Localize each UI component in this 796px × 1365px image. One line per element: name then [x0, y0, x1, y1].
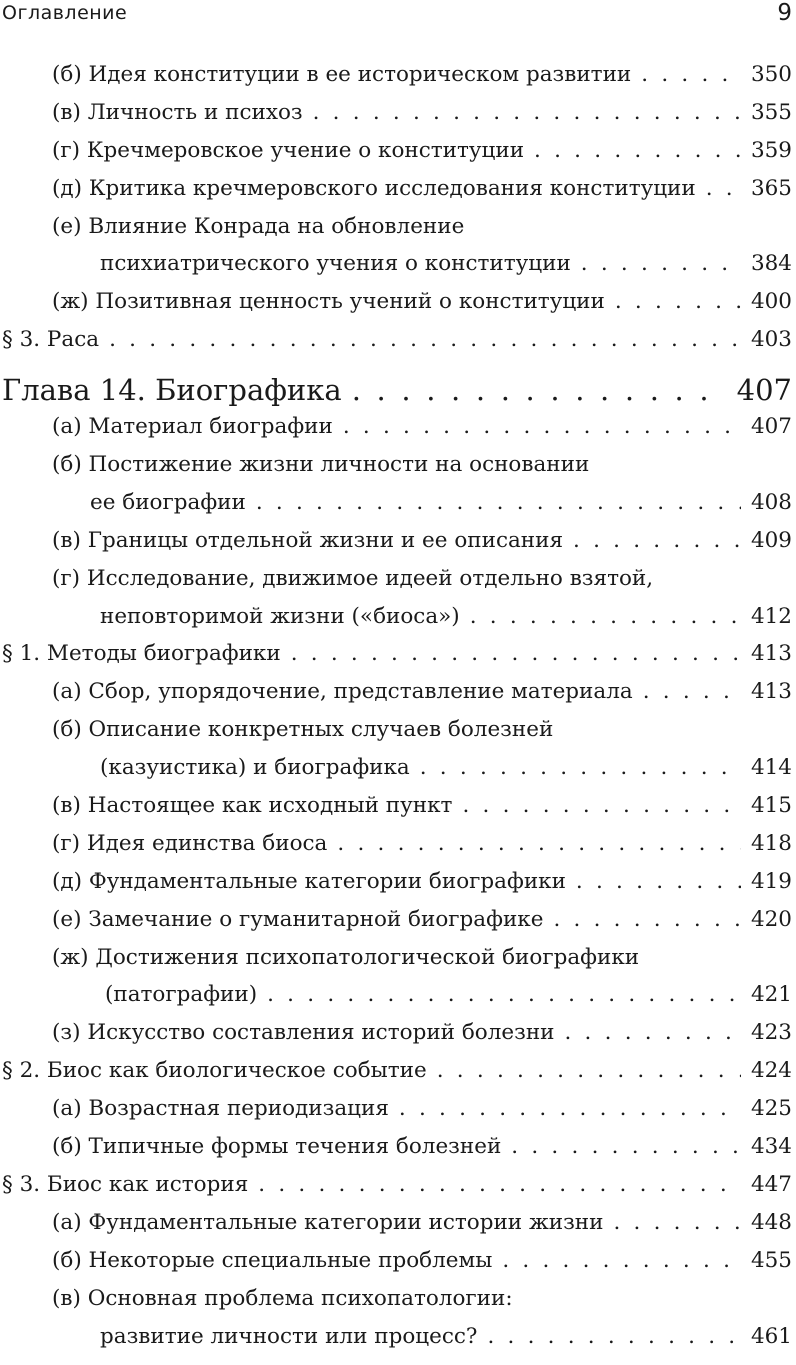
- toc-entry: [0, 679, 796, 717]
- dot-leader: [420, 755, 741, 780]
- toc-entry-title: неповторимой жизни («биоса»): [100, 603, 460, 629]
- toc-entry: [0, 604, 796, 642]
- toc-entry: [0, 1324, 796, 1362]
- toc-entry-title: § 1. Методы биографики: [2, 641, 281, 667]
- toc-entry: [0, 869, 796, 907]
- toc-page-number: 461: [750, 1323, 792, 1349]
- dot-leader: [343, 414, 741, 439]
- toc-entry: [0, 289, 796, 327]
- dot-leader: [643, 679, 741, 704]
- toc-entry: [0, 717, 796, 755]
- toc-entry-title: (г) Исследование, движимое идеей отдельно взятой,: [52, 565, 654, 591]
- toc-entry-title: (е) Влияние Конрада на обновление: [52, 213, 465, 239]
- toc-entry: [0, 755, 796, 793]
- toc-page-number: 408: [750, 489, 792, 515]
- toc-page-number: 407: [736, 372, 792, 407]
- dot-leader: [256, 490, 741, 515]
- dot-leader: [487, 1324, 741, 1349]
- toc-entry: [0, 62, 796, 100]
- toc-section: [0, 327, 796, 365]
- page-number: 9: [777, 0, 792, 26]
- toc-page-number: 413: [750, 641, 792, 667]
- toc-entry-title: (б) Типичные формы течения болезней: [52, 1134, 502, 1160]
- dot-leader: [470, 604, 741, 629]
- dot-leader: [337, 831, 741, 856]
- toc-entry: [0, 1020, 796, 1058]
- dot-leader: [267, 982, 741, 1007]
- toc-entry-title: (д) Критика кречмеровского исследования конституции: [52, 175, 696, 201]
- dot-leader: [641, 62, 741, 87]
- toc-entry-title: (д) Фундаментальные категории биографики: [52, 868, 566, 894]
- toc-entry-title: ее биографии: [90, 489, 246, 515]
- toc-entry-title: (в) Границы отдельной жизни и ее описания: [52, 527, 564, 553]
- toc-entry-title: (в) Основная проблема психопатологии:: [52, 1285, 513, 1311]
- toc-entry: [0, 490, 796, 528]
- toc-section: [0, 641, 796, 679]
- dot-leader: [437, 1058, 741, 1083]
- toc-section: [0, 1058, 796, 1096]
- dot-leader: [576, 869, 741, 894]
- toc-entry: [0, 1096, 796, 1134]
- dot-leader: [291, 641, 741, 666]
- toc-entry-title: развитие личности или процесс?: [100, 1323, 478, 1349]
- toc-entry-title: (а) Фундаментальные категории истории жизни: [52, 1209, 604, 1235]
- toc-page-number: 447: [750, 1171, 792, 1197]
- toc-entry-title: Глава 14. Биографика: [2, 372, 342, 407]
- dot-leader: [573, 528, 741, 553]
- toc-page-number: 355: [750, 99, 792, 125]
- toc-entry: [0, 528, 796, 566]
- toc-page-number: 415: [750, 793, 792, 819]
- toc-entry: [0, 982, 796, 1020]
- toc-entry: [0, 414, 796, 452]
- toc-page-number: 359: [750, 137, 792, 163]
- toc-page-number: 448: [750, 1209, 792, 1235]
- dot-leader: [553, 907, 741, 932]
- toc-entry: [0, 907, 796, 945]
- toc-entry: [0, 251, 796, 289]
- dot-leader: [352, 373, 727, 407]
- toc-entry-title: (б) Постижение жизни личности на основании: [52, 452, 590, 478]
- toc-entry: [0, 214, 796, 252]
- dot-leader: [399, 1096, 741, 1121]
- toc-entry-title: (б) Некоторые специальные проблемы: [52, 1247, 493, 1273]
- toc-entry-title: (е) Замечание о гуманитарной биографике: [52, 906, 544, 932]
- toc-page-number: 419: [750, 868, 792, 894]
- toc-entry-title: (б) Идея конституции в ее историческом развитии: [52, 62, 632, 87]
- dot-leader: [462, 793, 741, 818]
- toc-page-number: 409: [750, 527, 792, 553]
- toc-entry-title: (ж) Позитивная ценность учений о конституции: [52, 289, 605, 315]
- toc-entry-title: (а) Материал биографии: [52, 414, 333, 440]
- dot-leader: [313, 100, 741, 125]
- toc-entry: [0, 1134, 796, 1172]
- toc-entry: [0, 176, 796, 214]
- dot-leader: [564, 1020, 740, 1045]
- toc-entry: [0, 793, 796, 831]
- toc-page-number: 423: [750, 1020, 792, 1046]
- toc-entry-title: § 3. Биос как история: [2, 1171, 249, 1197]
- dot-leader: [581, 251, 741, 276]
- toc-entry: [0, 566, 796, 604]
- toc-page-number: 455: [750, 1247, 792, 1273]
- dot-leader: [109, 327, 741, 352]
- dot-leader: [613, 1210, 740, 1235]
- toc-entry-title: (г) Идея единства биоса: [52, 830, 328, 856]
- toc-entry-title: § 3. Раса: [2, 327, 100, 353]
- toc-page-number: 425: [750, 1096, 792, 1122]
- toc-page-number: 413: [750, 679, 792, 705]
- toc-section: [0, 1172, 796, 1210]
- toc-page-number: 424: [750, 1058, 792, 1084]
- toc-entry: [0, 100, 796, 138]
- toc-entry-title: (г) Кречмеровское учение о конституции: [52, 137, 525, 163]
- toc-entry-title: (в) Настоящее как исходный пункт: [52, 793, 453, 819]
- toc-page-number: 400: [750, 289, 792, 315]
- toc-entry-title: (а) Сбор, упорядочение, представление материала: [52, 679, 633, 705]
- toc-entry: [0, 831, 796, 869]
- toc-entry-title: § 2. Биос как биологическое событие: [2, 1058, 427, 1084]
- toc-entry: [0, 1286, 796, 1324]
- toc-page-number: 350: [750, 62, 792, 87]
- toc-entry-title: (в) Личность и психоз: [52, 99, 303, 125]
- toc-page-number: 434: [750, 1134, 792, 1160]
- toc-page-number: 418: [750, 830, 792, 856]
- toc-entry: [0, 138, 796, 176]
- toc-entry-title: психиатрического учения о конституции: [100, 251, 571, 277]
- table-of-contents: [0, 62, 796, 1361]
- toc-entry-title: (б) Описание конкретных случаев болезней: [52, 717, 554, 743]
- toc-page-number: 384: [750, 251, 792, 277]
- toc-entry-title: (а) Возрастная периодизация: [52, 1096, 389, 1122]
- toc-page-number: 365: [750, 175, 792, 201]
- toc-entry-title: (з) Искусство составления историй болезни: [52, 1020, 555, 1046]
- dot-leader: [502, 1248, 741, 1273]
- toc-page-number: 407: [750, 414, 792, 440]
- toc-entry-title: (казуистика) и биографика: [100, 755, 410, 781]
- toc-entry-title: (ж) Достижения психопатологической биографики: [52, 944, 640, 970]
- dot-leader: [706, 176, 741, 201]
- dot-leader: [534, 138, 741, 163]
- toc-entry-title: (патографии): [105, 982, 258, 1008]
- dot-leader: [511, 1134, 741, 1159]
- toc-entry: [0, 1210, 796, 1248]
- toc-page-number: 421: [750, 982, 792, 1008]
- toc-entry: [0, 452, 796, 490]
- dot-leader: [615, 289, 741, 314]
- toc-entry: [0, 1248, 796, 1286]
- toc-entry: [0, 945, 796, 983]
- running-title: Оглавление: [2, 2, 128, 24]
- toc-page-number: 412: [750, 603, 792, 629]
- toc-page-number: 414: [750, 755, 792, 781]
- toc-page-number: 403: [750, 327, 792, 353]
- toc-chapter: [0, 365, 796, 414]
- page-header: [0, 0, 796, 30]
- toc-page-number: 420: [750, 906, 792, 932]
- dot-leader: [258, 1172, 741, 1197]
